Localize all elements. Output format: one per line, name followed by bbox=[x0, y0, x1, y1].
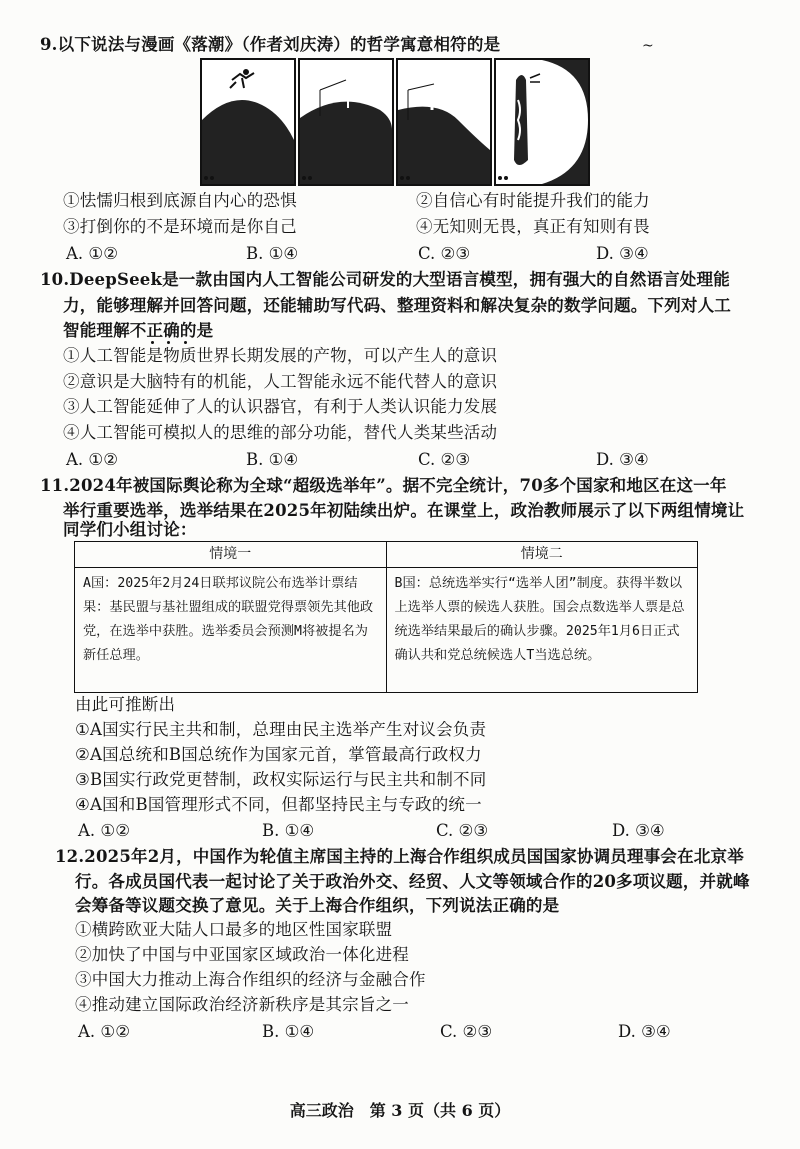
q10-statement-2: ②意识是大脑特有的机能，人工智能永远不能代替人的意识 bbox=[63, 372, 498, 391]
emphasis-dot bbox=[167, 341, 170, 344]
q11-stem-line-2: 举行重要选举，选举结果在2025年初陆续出炉。在课堂上，政治教师展示了以下两组情境让 bbox=[63, 501, 745, 520]
q11-stem-line-1: 11.2024年被国际舆论称为全球“超级选举年”。据不完全统计，70多个国家和地区在这一年 bbox=[40, 476, 727, 495]
q10-option-a[interactable]: A. ①② bbox=[66, 450, 118, 469]
q11-option-a[interactable]: A. ①② bbox=[78, 821, 130, 840]
emphasis-dot bbox=[151, 341, 154, 344]
page-footer: 高三政治 第 3 页（共 6 页） bbox=[289, 1101, 511, 1120]
q9-statement-3: ③打倒你的不是环境而是你自己 bbox=[63, 217, 297, 236]
q9-stem: 9.以下说法与漫画《落潮》（作者刘庆涛）的哲学寓意相符的是 bbox=[40, 35, 501, 54]
q11-option-d[interactable]: D. ③④ bbox=[612, 821, 665, 840]
q10-statement-1: ①人工智能是物质世界长期发展的产物，可以产生人的意识 bbox=[63, 346, 498, 365]
q11-stem-line-3: 同学们小组讨论： bbox=[63, 520, 197, 539]
q9-option-c[interactable]: C. ②③ bbox=[418, 244, 471, 263]
stray-mark: ~ bbox=[642, 38, 654, 54]
q10-statement-4: ④人工智能可模拟人的思维的部分功能，替代人类某些活动 bbox=[63, 423, 498, 442]
q9-option-b[interactable]: B. ①④ bbox=[246, 244, 299, 263]
situation-1-header: 情境一 bbox=[75, 542, 387, 568]
comic-panel-3 bbox=[396, 58, 492, 186]
q12-stem-line-2: 行。各成员国代表一起讨论了关于政治外交、经贸、人文等领域合作的20多项议题，并就峰 bbox=[75, 872, 750, 891]
q12-statement-4: ④推动建立国际政治经济新秩序是其宗旨之一 bbox=[75, 995, 409, 1014]
q12-stem-line-3: 会筹备等议题交换了意见。关于上海合作组织，下列说法正确的是 bbox=[75, 896, 560, 915]
q9-statement-1: ①怯懦归根到底源自内心的恐惧 bbox=[63, 191, 297, 210]
q9-option-d[interactable]: D. ③④ bbox=[596, 244, 649, 263]
q9-statement-4: ④无知则无畏，真正有知则有畏 bbox=[416, 217, 650, 236]
q12-option-c[interactable]: C. ②③ bbox=[440, 1022, 493, 1041]
q10-option-b[interactable]: B. ①④ bbox=[246, 450, 299, 469]
q10-stem-line-3: 智能理解不正确的是 bbox=[63, 321, 214, 340]
q12-statement-2: ②加快了中国与中亚国家区域政治一体化进程 bbox=[75, 945, 409, 964]
q11-lead: 由此可推断出 bbox=[75, 695, 176, 714]
q12-statement-3: ③中国大力推动上海合作组织的经济与金融合作 bbox=[75, 970, 426, 989]
q12-option-b[interactable]: B. ①④ bbox=[262, 1022, 315, 1041]
comic-ebb-tide bbox=[200, 58, 592, 188]
q10-option-d[interactable]: D. ③④ bbox=[596, 450, 649, 469]
q9-option-a[interactable]: A. ①② bbox=[66, 244, 118, 263]
q11-option-b[interactable]: B. ①④ bbox=[262, 821, 315, 840]
comic-panel-2 bbox=[298, 58, 394, 186]
q11-statement-1: ①A国实行民主共和制，总理由民主选举产生对议会负责 bbox=[75, 720, 487, 739]
comic-panel-1 bbox=[200, 58, 296, 186]
q11-option-c[interactable]: C. ②③ bbox=[436, 821, 489, 840]
comic-panel-4 bbox=[494, 58, 590, 186]
q12-statement-1: ①横跨欧亚大陆人口最多的地区性国家联盟 bbox=[75, 920, 393, 939]
situation-2-text: B国：总统选举实行“选举人团”制度。获得半数以上选举人票的候选人获胜。国会点数选举人票是总统选举结果最后的确认步骤。2025年1月6日正式确认共和党总统候选人T当选总统。 bbox=[386, 568, 698, 693]
situation-1-text: A国：2025年2月24日联邦议院公布选举计票结果：基民盟与基社盟组成的联盟党得票领先其他政党，在选举中获胜。选举委员会预测M将被提名为新任总理。 bbox=[75, 568, 387, 693]
situation-2-header: 情境二 bbox=[386, 542, 698, 568]
q12-option-d[interactable]: D. ③④ bbox=[618, 1022, 671, 1041]
q10-option-c[interactable]: C. ②③ bbox=[418, 450, 471, 469]
q9-statement-2: ②自信心有时能提升我们的能力 bbox=[416, 191, 650, 210]
q10-stem-line-2: 力，能够理解并回答问题，还能辅助写代码、整理资料和解决复杂的数学问题。下列对人工 bbox=[63, 296, 731, 315]
q10-statement-3: ③人工智能延伸了人的认识器官，有利于人类认识能力发展 bbox=[63, 397, 498, 416]
q11-statement-4: ④A国和B国管理形式不同，但都坚持民主与专政的统一 bbox=[75, 795, 482, 814]
q12-option-a[interactable]: A. ①② bbox=[78, 1022, 130, 1041]
emphasis-dot bbox=[184, 341, 187, 344]
q11-statement-2: ②A国总统和B国总统作为国家元首，掌管最高行政权力 bbox=[75, 745, 482, 764]
situation-table bbox=[74, 541, 698, 693]
q11-statement-3: ③B国实行政党更替制，政权实际运行与民主共和制不同 bbox=[75, 770, 487, 789]
q10-stem-line-1: 10.DeepSeek是一款由国内人工智能公司研发的大型语言模型，拥有强大的自然语言处理能 bbox=[40, 270, 730, 289]
q12-stem-line-1: 12.2025年2月，中国作为轮值主席国主持的上海合作组织成员国国家协调员理事会在北京举 bbox=[55, 847, 744, 866]
